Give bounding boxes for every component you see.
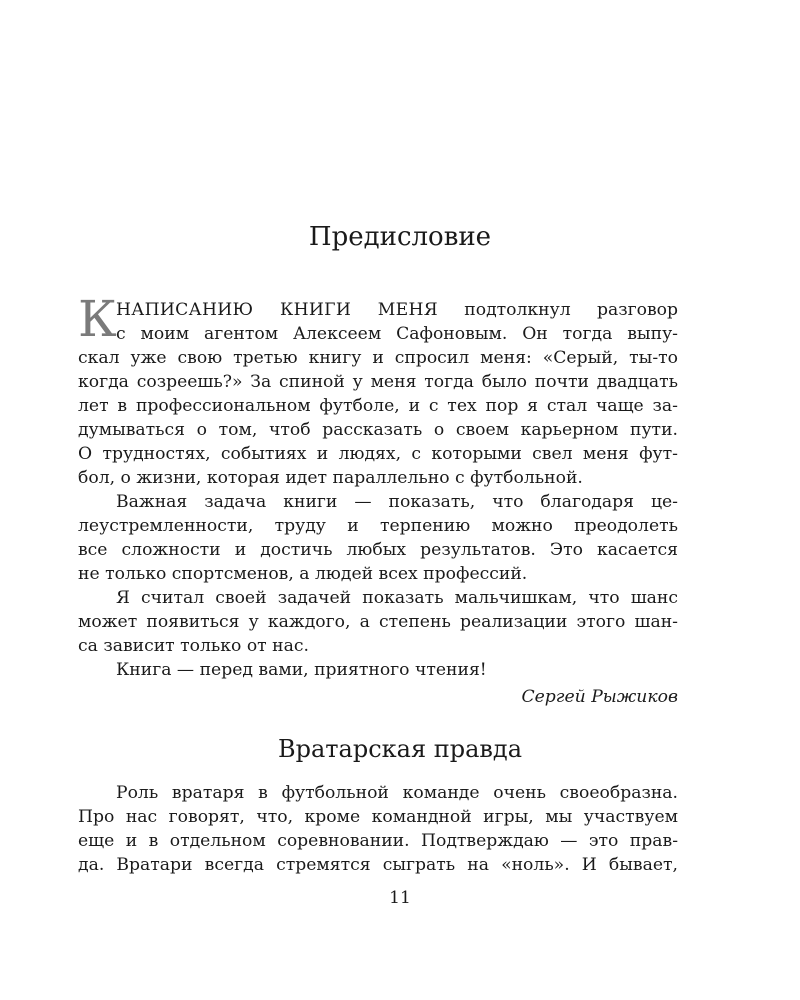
preface-line: не только спортсменов, а людей всех профессий. — [78, 564, 528, 584]
preface-line: когда созреешь?» За спиной у меня тогда было почти двадцать — [78, 372, 678, 392]
page-number: 11 — [389, 888, 411, 908]
chapter-line: Роль вратаря в футбольной команде очень своеобразна. — [116, 783, 678, 803]
preface-line: все сложности и достичь любых результатов. Это касается — [78, 540, 678, 560]
preface-line: са зависит только от нас. — [78, 636, 309, 656]
chapter-title: Вратарская правда — [277, 735, 523, 763]
chapter-line: да. Вратари всегда стремятся сыграть на «ноль». И бывает, — [78, 855, 678, 875]
preface-line: леустремленности, труду и терпению можно преодолеть — [78, 516, 678, 536]
preface-line: Я считал своей задачей показать мальчишкам, что шанс — [116, 588, 678, 608]
author-signature: Сергей Рыжиков — [521, 687, 678, 707]
preface-line: Книга — перед вами, приятного чтения! — [116, 660, 487, 680]
preface-line: лет в профессиональном футболе, и с тех пор я стал чаще за- — [78, 396, 678, 416]
lead-in: НАПИСАНИЮ КНИГИ МЕНЯ — [116, 300, 438, 320]
preface-line: О трудностях, событиях и людях, с которыми свел меня фут- — [78, 444, 678, 464]
preface-title: Предисловие — [308, 222, 492, 252]
preface-line: думываться о том, чтоб рассказать о своем карьерном пути. — [78, 420, 678, 440]
preface-line: скал уже свою третью книгу и спросил меня: «Серый, ты-то — [78, 348, 678, 368]
chapter-text — [78, 781, 678, 877]
chapter-line: Про нас говорят, что, кроме командной игры, мы участвуем — [78, 807, 678, 827]
preface-line: бол, о жизни, которая идет параллельно с футбольной. — [78, 468, 583, 488]
preface-line: может появиться у каждого, а степень реализации этого шан- — [78, 612, 678, 632]
preface-line: К НАПИСАНИЮ КНИГИ МЕНЯ подтолкнул разговор — [78, 290, 678, 348]
preface-line: Важная задача книги — показать, что благодаря це- — [116, 492, 678, 512]
preface-text — [78, 290, 678, 709]
chapter-line: еще и в отдельном соревновании. Подтверждаю — это прав- — [78, 831, 678, 851]
preface-line: с моим агентом Алексеем Сафоновым. Он тогда выпу- — [116, 324, 678, 344]
drop-cap: К — [78, 290, 117, 348]
